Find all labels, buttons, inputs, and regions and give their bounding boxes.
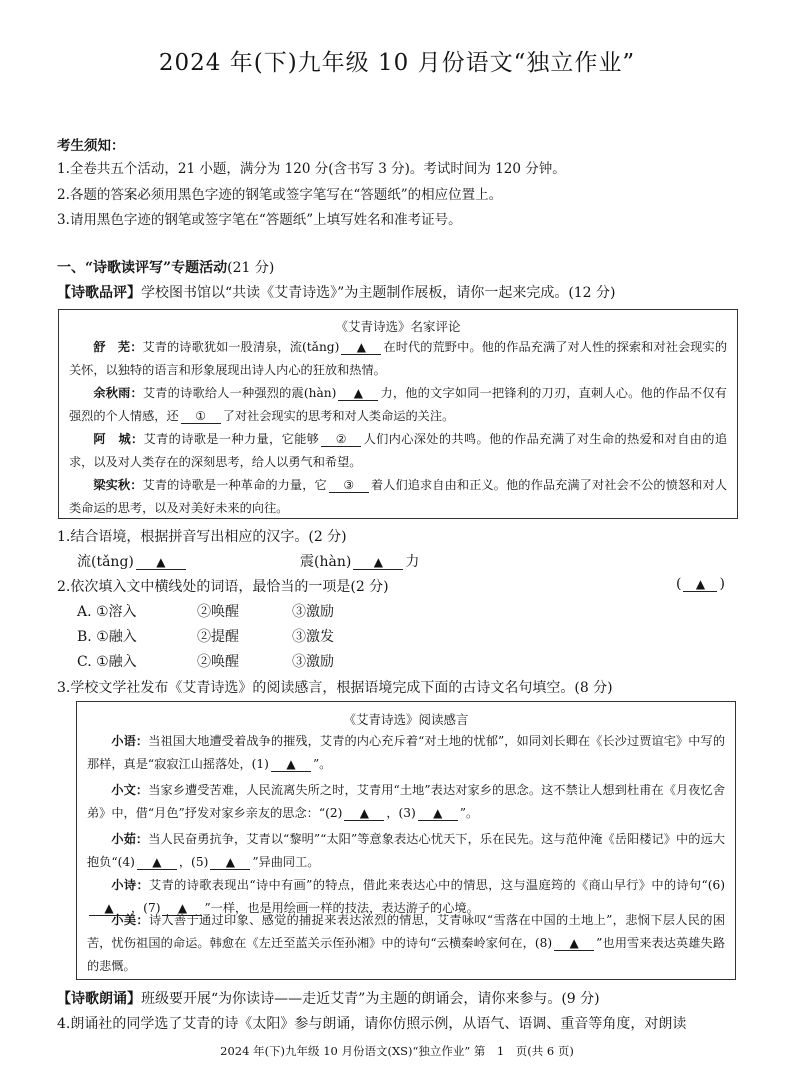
option-a-3: ③激励 [292,604,334,620]
option-a[interactable]: A. ①溶入 [77,604,137,620]
triangle-icon: ▲ [104,901,114,915]
reflection-text: ，(5) [178,855,209,869]
answer-blank[interactable] [554,936,594,951]
circled-number: ② [335,432,347,446]
answer-blank[interactable] [137,855,177,870]
option-b-2: ②提醒 [197,629,239,645]
answer-blank[interactable] [353,555,403,570]
section-points: (21 分) [227,260,275,276]
review-text: 艾青的诗歌给人一种强烈的震(hàn) [142,386,337,400]
box-title: 《艾青诗选》阅读感言 [343,712,469,727]
review-text: 艾青的诗歌是一种力量，它能够 [143,432,320,446]
option-b-3: ③激发 [292,629,334,645]
reflection-text: 当祖国大地遭受着战争的摧残，艾青的内心充斥着“对土地的忧郁”，如同刘长卿在《长沙过贾谊宅》中写的那样，真是“寂寂江山摇落处，(1) [87,734,726,771]
triangle-icon: ▲ [356,340,366,354]
reflection-paragraph [87,828,725,874]
circled-number: ① [195,409,207,423]
activity-label: 【诗歌朗诵】 [57,991,141,1007]
activity-label: 【诗歌品评】 [57,285,141,301]
choice-answer: ( ▲ ) [676,576,725,592]
reviewer-name: 阿 城： [93,432,144,446]
reflection-paragraph [87,779,725,825]
option-c-2: ②唤醒 [197,654,239,670]
pinyin-suffix: 力 [405,554,420,570]
activity-text: 学校图书馆以“共读《艾青诗选》”为主题制作展板，请你一起来完成。(12 分) [141,285,616,301]
answer-blank[interactable] [210,855,250,870]
option-a-2: ②唤醒 [197,604,239,620]
notice-item: 3.请用黑色字迹的钢笔或签字笔在“答题纸”上填写姓名和准考证号。 [57,212,462,228]
triangle-icon: ▲ [156,555,166,569]
review-paragraph [69,474,727,520]
reflections-box [76,701,736,980]
page-title: 2024 年(下)九年级 10 月份语文“独立作业” [158,50,636,76]
notice-item: 1.全卷共五个活动，21 小题，满分为 120 分(含书写 3 分)。考试时间为 120 分钟。 [57,161,566,177]
answer-blank[interactable] [329,478,369,493]
notice-heading: 考生须知： [57,138,125,154]
review-text: 着人们追求自由和正义。他的作品充满了对社会不公的愤怒和对人类命运的思考，以及对美好未来的向往。 [69,478,728,515]
box-title: 《艾青诗选》名家评论 [335,319,461,334]
reflection-text: 当家乡遭受苦难，人民流离失所之时，艾青用“土地”表达对家乡的思念。这不禁让人想到杜甫在《月夜忆舍弟》中，借“月色”抒发对家乡亲友的思念：“(2) [87,783,726,820]
answer-blank[interactable] [344,806,384,821]
student-name: 小语： [111,734,149,748]
review-paragraph [69,382,727,428]
answer-blank[interactable] [136,555,186,570]
reflection-text: 艾青的诗歌表现出“诗中有画”的特点，借此来表达心中的情思，这与温庭筠的《商山早行》中的诗句“(6) [149,878,726,892]
option-c[interactable]: C. ①融入 [77,654,137,670]
review-text: 艾青的诗歌犹如一股清泉，流(tǎng) [142,340,340,354]
student-name: 小茹： [111,832,149,846]
triangle-icon: ▲ [286,757,296,771]
answer-blank[interactable] [321,432,361,447]
reflection-text: ”。 [459,806,479,820]
triangle-icon: ▲ [359,806,369,820]
answer-blank[interactable] [181,409,221,424]
triangle-icon: ▲ [152,855,162,869]
notice-item: 2.各题的答案必须用黑色字迹的钢笔或签字笔写在“答题纸”的相应位置上。 [57,187,503,203]
reflection-text: ，(7) [131,901,161,915]
student-name: 小诗： [111,878,150,892]
reflection-paragraph [87,909,725,978]
reviewer-name: 舒 芜： [93,340,143,354]
triangle-icon: ▲ [225,855,235,869]
question-3: 3.学校文学社发布《艾青诗选》的阅读感言，根据语境完成下面的古诗文名句填空。(8 分) [57,680,613,696]
activity-text: 班级要开展“为你读诗——走近艾青”为主题的朗诵会，请你来参与。(9 分) [141,991,600,1007]
reflection-text: ”异曲同工。 [252,855,320,869]
triangle-icon: ▲ [569,936,579,950]
reviews-box [58,309,738,519]
q1-item-a [77,551,188,571]
reviewer-name: 余秋雨： [93,386,143,400]
reflection-text: ”一样，也是用绘画一样的技法，表达游子的心境。 [204,901,479,915]
answer-blank[interactable] [338,386,378,401]
reflection-text: ”也用雪来表达英雄失路的悲慨。 [87,936,726,973]
reflection-text: ，(3) [386,806,416,820]
review-text: 艾青的诗歌是一种革命的力量，它 [142,478,327,492]
review-text: 在时代的荒野中。他的作品充满了对人性的探索和对社会现实的关怀，以独特的语言和形象展现出诗人内心的狂放和热情。 [69,340,728,377]
student-name: 小美： [111,913,149,927]
triangle-icon: ▲ [177,901,188,915]
triangle-icon: ▲ [373,555,383,569]
answer-blank[interactable] [683,577,717,592]
reflection-text: 诗人善于通过印象、感觉的捕捉来表达浓烈的情思，艾青咏叹“雪落在中国的土地上”，悲悯下层人民的困苦，忧伤祖国的命运。韩愈在《左迁至蓝关示侄孙湘》中的诗句“云横秦岭家何在，(8) [87,913,726,950]
review-text: 人们内心深处的共鸣。他的作品充满了对生命的热爱和对自由的追求，以及对人类存在的深刻思考，给人以勇气和希望。 [69,432,728,469]
q1-item-b [300,551,419,571]
reflection-text: 当人民奋勇抗争，艾青以“黎明”“太阳”等意象表达心忧天下，乐在民先。这与范仲淹《岳阳楼记》中的远大抱负“(4) [87,832,726,869]
pinyin-label: 震(hàn) [300,554,352,570]
page-footer: 2024 年(下)九年级 10 月份语文(XS)“独立作业” 第 1 页(共 6 页) [220,1044,574,1058]
section-title: 一、“诗歌读评写”专题活动 [57,260,228,276]
reflection-paragraph [87,730,725,776]
poetry-recital-intro [57,988,600,1008]
pinyin-label: 流(tǎng) [77,554,134,570]
circled-number: ③ [343,478,355,492]
reflection-text: ”。 [312,757,332,771]
reviewer-name: 梁实秋： [93,478,143,492]
section-heading [57,257,274,277]
question-2: 2.依次填入文中横线处的词语，最恰当的一项是(2 分) [57,579,389,595]
student-name: 小文： [111,783,149,797]
review-text: 力，他的文字如同一把锋利的刀刃，直刺人心。他的作品不仅有强烈的个人情感，还 [69,386,727,423]
option-c-3: ③激励 [292,654,334,670]
question-1: 1.结合语境，根据拼音写出相应的汉字。(2 分) [57,529,347,545]
question-4: 4.朗诵社的同学选了艾青的诗《太阳》参与朗诵，请你仿照示例，从语气、语调、重音等角度，对朗读 [57,1016,687,1032]
option-b[interactable]: B. ①融入 [77,629,137,645]
review-text: 了对社会现实的思考和对人类命运的关注。 [222,409,455,423]
poetry-review-intro [57,282,616,302]
answer-blank[interactable] [341,340,381,355]
answer-blank[interactable] [271,757,311,772]
triangle-icon: ▲ [353,386,363,400]
triangle-icon: ▲ [695,577,706,591]
review-paragraph [69,336,727,382]
triangle-icon: ▲ [433,806,443,820]
answer-blank[interactable] [418,806,458,821]
review-paragraph [69,428,727,474]
